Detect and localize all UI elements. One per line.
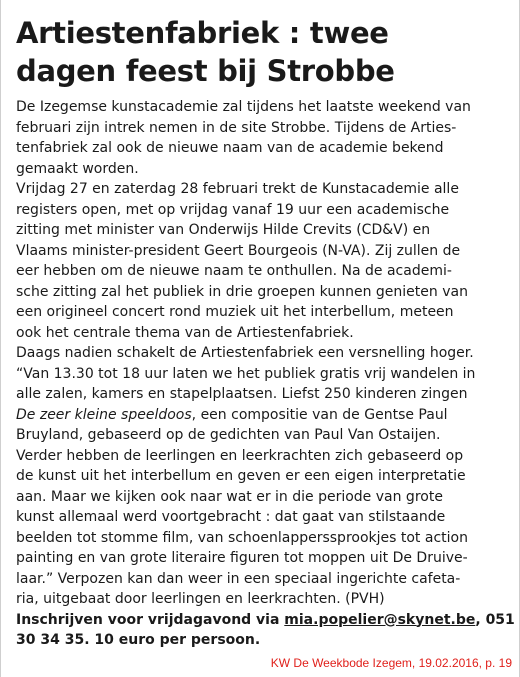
body-line: Bruyland, gebaseerd op de gedichten van Paul Van Ostaijen. — [16, 427, 441, 443]
body-line: gemaakt worden. — [16, 160, 139, 177]
body-line: een origineel concert rond muziek uit het interbellum, meteen — [16, 304, 454, 320]
italic-work-title: De zeer kleine speeldoos — [16, 406, 192, 423]
body-line: registers open, met op vrijdag vanaf 19 uur een academische — [16, 201, 450, 218]
body-line: Daags nadien schakelt de Artiestenfabriek een versnelling hoger. — [16, 345, 474, 361]
title-line: Artiestenfabriek : twee — [16, 16, 389, 50]
article-body — [16, 97, 515, 651]
body-line: ria, uitgebaat door leerlingen en leerkrachten. (PVH) — [16, 591, 385, 607]
body-line: beelden tot stomme film, van schoenlapperssprookjes tot action — [16, 529, 468, 546]
body-line: zitting met minister van Onderwijs Hilde Crevits (CD&V) en — [16, 222, 431, 238]
article-title — [16, 14, 516, 90]
body-line: Verder hebben de leerlingen en leerkrachten zich gebaseerd op — [16, 447, 464, 464]
body-line: alle zalen, kamers en stapelplaatsen. Liefst 250 kinderen zingen — [16, 386, 468, 402]
title-line: dagen feest bij Strobbe — [16, 54, 395, 88]
signup-line-2: 30 34 35. 10 euro per persoon. — [16, 632, 261, 648]
body-line: “Van 13.30 tot 18 uur laten we het publiek gratis vrij wandelen in — [16, 365, 476, 382]
body-line: aan. Maar we kijken ook naar wat er in die periode van grote — [16, 488, 443, 505]
body-line: painting en van grote literaire figuren tot moppen uit De Druive- — [16, 550, 468, 566]
source-credit: KW De Weekbode Izegem, 19.02.2016, p. 19 — [270, 656, 512, 670]
body-line: tenfabriek zal ook de nieuwe naam van de academie bekend — [16, 140, 444, 156]
body-line: de kunst uit het interbellum en geven er een eigen interpretatie — [16, 468, 466, 484]
body-line: De Izegemse kunstacademie zal tijdens het laatste weekend van — [16, 99, 471, 115]
body-line: laar.” Verpozen kan dan weer in een speciaal ingerichte cafeta- — [16, 570, 461, 587]
body-line: ook het centrale thema van de Artiestenfabriek. — [16, 324, 354, 341]
body-line: februari zijn intrek nemen in de site Strobbe. Tijdens de Arties- — [16, 119, 457, 136]
signup-line — [16, 610, 515, 631]
body-text: , een compositie van de Gentse Paul — [191, 406, 448, 423]
body-line: sche zitting zal het publiek in drie groepen kunnen genieten van — [16, 283, 468, 300]
signup-prefix: Inschrijven voor vrijdagavond via — [16, 611, 285, 628]
body-line: Vlaams minister-president Geert Bourgeois (N-VA). Zij zullen de — [16, 242, 461, 259]
body-line: kunst allemaal werd voortgebracht : dat gaat van stilstaande — [16, 509, 446, 525]
email-link[interactable]: mia.popelier@skynet.be — [284, 611, 476, 628]
body-line: Vrijdag 27 en zaterdag 28 februari trekt de Kunstacademie alle — [16, 181, 459, 197]
body-line-with-italic — [16, 405, 506, 426]
signup-suffix: , 051 — [475, 611, 515, 628]
body-line: eer hebben om de nieuwe naam te onthullen. Na de academi- — [16, 263, 452, 279]
